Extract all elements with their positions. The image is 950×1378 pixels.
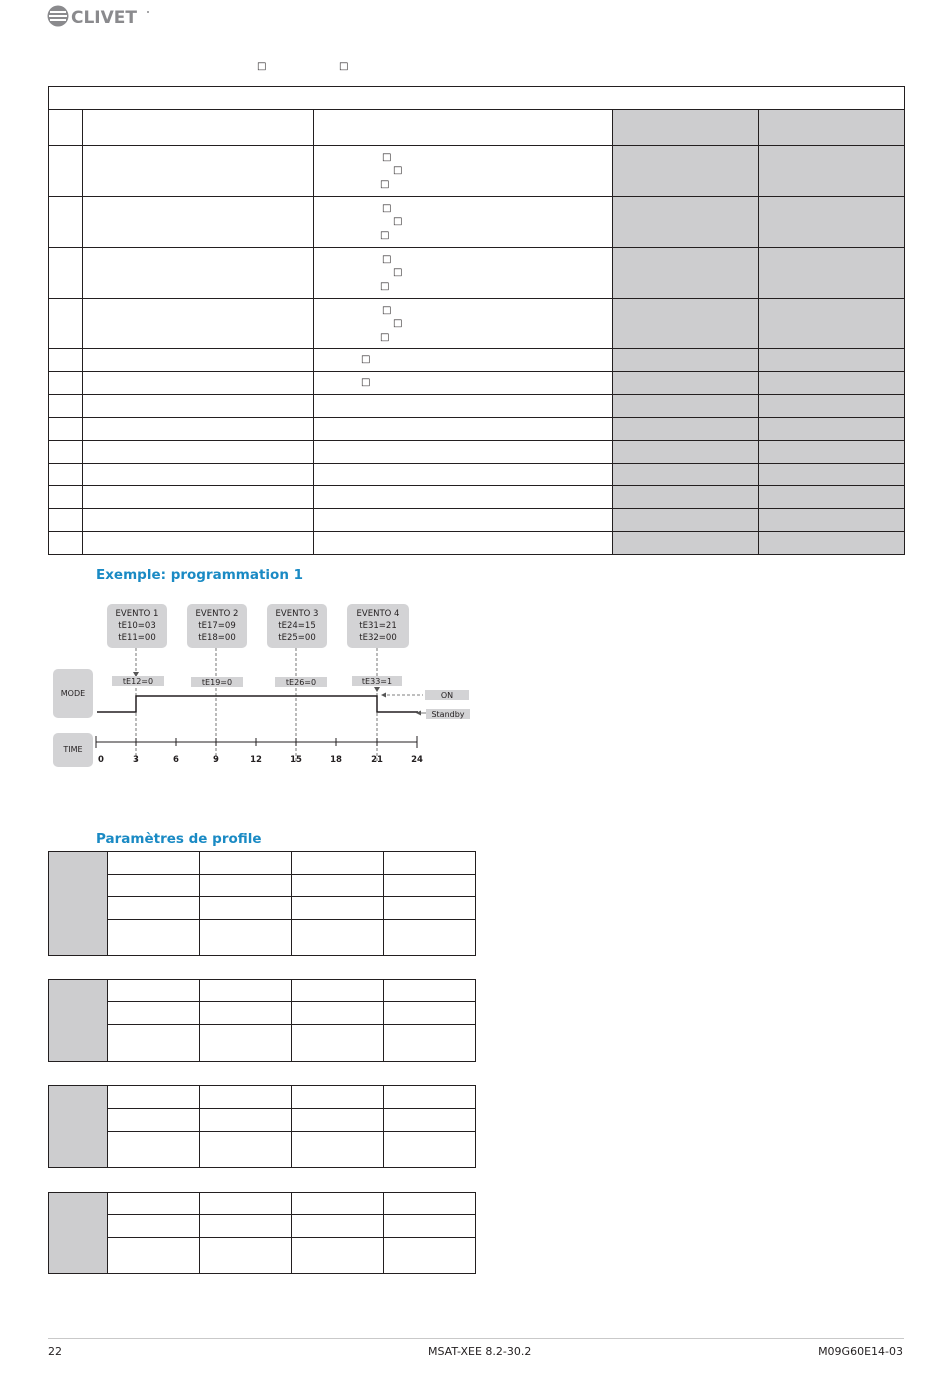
table-row (49, 897, 476, 920)
table-row (49, 299, 905, 349)
missing-glyph: □ (382, 254, 392, 265)
missing-glyph: □ (380, 179, 390, 190)
missing-glyph: □ (393, 216, 403, 227)
missing-glyph: □ (382, 152, 392, 163)
mode-signal (97, 696, 418, 712)
table-row (49, 1025, 476, 1062)
table-row (49, 1132, 476, 1168)
clivet-logo (47, 4, 157, 28)
table-row (49, 464, 905, 486)
page-number: 22 (48, 1345, 62, 1358)
missing-glyph: □ (380, 230, 390, 241)
table-row (49, 418, 905, 441)
time-tick: 9 (213, 755, 219, 765)
missing-glyph: □ (361, 377, 371, 388)
on-label: ON (440, 691, 454, 700)
profile-table-4 (48, 1192, 476, 1274)
marker-label: tE26=0 (285, 678, 317, 687)
missing-glyph: □ (339, 61, 349, 72)
time-tick: 18 (330, 755, 342, 765)
table-row (49, 920, 476, 956)
table-row (49, 146, 905, 197)
table-row (49, 509, 905, 532)
profile-table-1 (48, 851, 476, 956)
table-row (49, 875, 476, 897)
profile-table-2 (48, 979, 476, 1062)
time-tick: 3 (133, 755, 139, 765)
table-row (49, 349, 905, 372)
event-label: EVENTO 2 (195, 609, 239, 619)
missing-glyph: □ (380, 281, 390, 292)
event-param: tE11=00 (118, 633, 156, 643)
footer-divider (48, 1338, 904, 1339)
time-label: TIME (63, 745, 83, 754)
table-title-row (49, 87, 905, 110)
marker-label: tE12=0 (122, 677, 154, 686)
mode-label: MODE (60, 689, 86, 698)
logo-text: CLIVET (71, 8, 137, 28)
event-param: tE32=00 (359, 633, 397, 643)
event-param: tE10=03 (118, 621, 156, 631)
event-label: EVENTO 3 (275, 609, 319, 619)
event-param: tE31=21 (359, 621, 397, 631)
event-label: EVENTO 1 (115, 609, 159, 619)
main-parameter-table (48, 86, 905, 555)
missing-glyph: □ (380, 332, 390, 343)
marker-label: tE33=1 (361, 677, 393, 686)
event-param: tE18=00 (198, 633, 236, 643)
event-param: tE24=15 (278, 621, 316, 631)
time-tick: 12 (250, 755, 262, 765)
event-label: EVENTO 4 (356, 609, 400, 619)
table-row (49, 197, 905, 248)
table-row (49, 1193, 476, 1215)
programming-timing-diagram (48, 600, 478, 775)
missing-glyph: □ (393, 318, 403, 329)
event-box-3 (267, 604, 327, 648)
profile-table-3 (48, 1085, 476, 1168)
time-tick: 0 (98, 755, 104, 765)
event-box-2 (187, 604, 247, 648)
table-row (49, 980, 476, 1002)
table-row (49, 1002, 476, 1025)
table-row (49, 1215, 476, 1238)
marker-label: tE19=0 (201, 678, 233, 687)
model-name: MSAT-XEE 8.2-30.2 (428, 1345, 532, 1358)
table-row (49, 372, 905, 395)
document-code: M09G60E14-03 (818, 1345, 903, 1358)
table-row (49, 1109, 476, 1132)
table-row (49, 441, 905, 464)
event-box-4 (347, 604, 409, 648)
table-row (49, 486, 905, 509)
missing-glyph: □ (382, 203, 392, 214)
missing-glyph: □ (361, 354, 371, 365)
missing-glyph: □ (393, 165, 403, 176)
time-tick: 6 (173, 755, 179, 765)
example-heading: Exemple: programmation 1 (96, 567, 304, 583)
table-row (49, 248, 905, 299)
profile-heading: Paramètres de profile (96, 831, 262, 847)
time-tick: 24 (411, 755, 423, 765)
table-row (49, 1238, 476, 1274)
standby-label: Standby (431, 710, 465, 719)
event-param: tE25=00 (278, 633, 316, 643)
missing-glyph: □ (393, 267, 403, 278)
table-row (49, 395, 905, 418)
event-box-1 (107, 604, 167, 648)
missing-glyph: □ (382, 305, 392, 316)
time-tick: 21 (371, 755, 383, 765)
table-row (49, 852, 476, 875)
table-row (49, 1086, 476, 1109)
missing-glyph: □ (257, 61, 267, 72)
time-tick: 15 (290, 755, 302, 765)
table-row (49, 532, 905, 555)
event-param: tE17=09 (198, 621, 236, 631)
